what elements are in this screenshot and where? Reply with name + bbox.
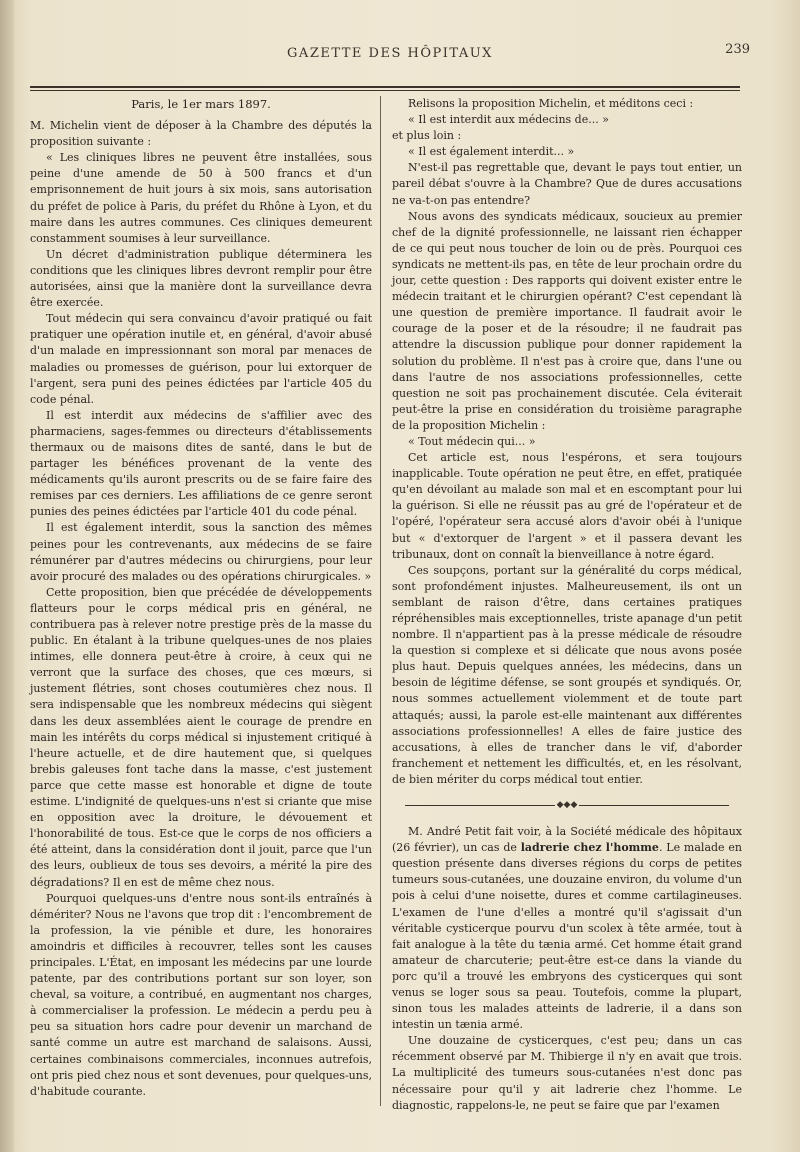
column-divider bbox=[380, 96, 381, 1106]
section-separator bbox=[392, 800, 742, 810]
right-column bbox=[392, 96, 742, 1114]
article-paragraph: Tout médecin qui sera convaincu d'avoir pratiqué ou fait pratiquer une opération inutile et, en général, d'avoir abusé d'un malade en impressionnant son moral par menaces de maladies ou promesses de guérison, pour lui extorquer de l'argent, sera puni des peines édictées par l'article 405 du code pénal. bbox=[30, 312, 372, 406]
article-paragraph: Il est interdit aux médecins de s'affilier avec des pharmaciens, sages-femmes ou directeurs d'établissements thermaux ou de maisons dites de santé, dans le but de partager les bénéfices provenant de la vente des médicaments qu'ils auront prescrits ou de se faire faire des remises par ces derniers. Les affiliations de ce genre seront punies des peines édictées par l'article 401 du code pénal. bbox=[30, 408, 372, 519]
separator-line bbox=[405, 805, 555, 806]
article-paragraph: Il est également interdit, sous la sanction des mêmes peines pour les contrevenants, aux médecins de se faire rémunérer par d'autres médecins ou chirurgiens, pour leur avoir procuré des malades ou des opérations chirurgicales. » bbox=[30, 521, 372, 583]
article-paragraph: Cet article est, nous l'espérons, et sera toujours inapplicable. Toute opération ne peut être, en effet, pratiquée qu'en dévoilant au malade son mal et en escomptant pour lui la guérison. Si elle ne réussit pas au gré de l'opérateur et de l'opéré, l'opérateur sera accusé alors d'avoir obéi à l'unique but « d'extorquer de l'argent » et il passera devant les tribunaux, dont on connaît la bienveillance à notre égard. bbox=[392, 451, 742, 561]
page-binding-edge bbox=[0, 0, 14, 1152]
article-paragraph: « Les cliniques libres ne peuvent être installées, sous peine d'une amende de 50 à 500 francs et d'un emprisonnement de huit jours à six mois, sans autorisation du préfet de police à Paris, du préfet du Rhône à Lyon, et du maire dans les autres communes. Ces cliniques demeurent constamment soumises à leur surveillance. bbox=[30, 151, 372, 245]
page-number: 239 bbox=[725, 42, 750, 57]
separator-line bbox=[579, 805, 729, 806]
header-rule bbox=[30, 86, 740, 88]
article-paragraph: « Tout médecin qui... » bbox=[408, 434, 536, 448]
article-paragraph: « Il est interdit aux médecins de... » bbox=[408, 113, 609, 127]
dateline: Paris, le 1er mars 1897. bbox=[131, 97, 271, 111]
article-paragraph: Relisons la proposition Michelin, et méditons ceci : bbox=[408, 97, 694, 110]
article-paragraph: Pourquoi quelques-uns d'entre nous sont-ils entraînés à démériter? Nous ne l'avons que trop dit : l'encombrement de la profession, la vie pénible et dure, les honoraires amoindris et difficiles à recouvrer, telles sont les causes principales. L'État, en imposant les médecins par une lourde patente, par des contributions portant sur son loyer, son cheval, sa voiture, a contribué, en augmentant nos charges, à commercialiser la profession. Le médecin a perdu peu à peu sa situation hors cadre pour devenir un marchand de santé comme un autre est marchand de salaisons. Aussi, certaines combinaisons commerciales, inconnues autrefois, ont pris pied chez nous et sont devenues, pour quelques-uns, d'habitude courante. bbox=[30, 891, 372, 1098]
article-paragraph: N'est-il pas regrettable que, devant le pays tout entier, un pareil débat s'ouvre à la Chambre? Que de dures accusations ne va-t-on pas entendre? bbox=[392, 161, 742, 207]
header-rule-thin bbox=[30, 90, 740, 91]
page-header bbox=[30, 40, 750, 62]
petit-rest: . Le malade en question présente dans diverses régions du corps de petites tumeurs sous-cutanées, une douzaine environ, du volume d'un pois à celui d'une noisette, dures et comme cartilagineuses. L'examen de l'une d'elles a montré qu'il s'agissait d'un véritable cysticerque pourvu d'un scolex à tête armée, tout à fait analogue à la tête du tænia armé. Cet homme était grand amateur de charcuterie; peut-être est-ce dans la viande du porc qu'il a trouvé les embryons des cysticerques qui sont venus se loger sous sa peau. Toutefois, comme la plupart, sinon tous les malades atteints de ladrerie, il a dans son intestin un tænia armé. bbox=[392, 841, 742, 1032]
article-paragraph: M. Michelin vient de déposer à la Chambre des députés la proposition suivante : bbox=[30, 119, 372, 149]
left-column bbox=[30, 96, 372, 1100]
article-paragraph bbox=[392, 824, 742, 1033]
separator-ornament-icon: ◆◆◆ bbox=[556, 799, 578, 810]
article-paragraph: et plus loin : bbox=[392, 129, 462, 143]
article-paragraph: Une douzaine de cysticerques, c'est peu; dans un cas récemment observé par M. Thibierge il n'y en avait que trois. La multiplicité des tumeurs sous-cutanées n'est donc pas nécessaire pour qu'il y ait ladrerie chez l'homme. Le diagnostic, rappelons-le, ne peut se faire que par l'examen bbox=[392, 1034, 742, 1112]
petit-intro: M. André Petit fait voir, à la Société médicale des hôpitaux (26 février), un cas de bbox=[392, 825, 742, 855]
article-paragraph: Un décret d'administration publique déterminera les conditions que les cliniques libres devront remplir pour être autorisées, ainsi que la manière dont la surveillance devra être exercée. bbox=[30, 247, 372, 310]
ladrerie-heading: ladrerie chez l'homme bbox=[520, 841, 659, 855]
journal-title: GAZETTE DES HÔPITAUX bbox=[287, 46, 493, 61]
article-paragraph: « Il est également interdit... » bbox=[408, 145, 575, 159]
article-paragraph: Ces soupçons, portant sur la généralité du corps médical, sont profondément injustes. Malheureusement, ils ont un semblant de raison d'être, dans certaines pratiques répréhensibles mais exceptionnelles, triste apanage d'un petit nombre. Il n'appartient pas à la presse médicale de résoudre la question si complexe et si délicate que nous avons posée plus haut. Depuis quelques années, les médecins, dans un besoin de légitime défense, se sont groupés et syndiqués. Or, nous sommes actuellement violemment et de toute part attaqués; aussi, la parole est-elle maintenant aux différentes associations professionnelles! A elles de faire justice des accusations, à elles de trancher dans le vif, d'aborder franchement et nettement les difficultés, et, en les résolvant, de bien mériter du corps médical tout entier. bbox=[392, 563, 742, 786]
article-paragraph: Nous avons des syndicats médicaux, soucieux au premier chef de la dignité professionnelle, ne laissant rien échapper de ce qui peut nous toucher de loin ou de près. Pourquoi ces syndicats ne mettent-ils pas, en tête de leur prochain ordre du jour, cette question : Des rapports qui doivent exister entre le médecin traitant et le chirurgien opérant? C'est cependant là une question de première importance. Il faudrait avoir le courage de la poser et de la résoudre; il ne faudrait pas attendre la discussion publique pour donner rapidement la solution du problème. Il n'est pas à croire que, dans l'une ou dans l'autre de nos associations professionnelles, cette question ne soit pas prochainement discutée. Cela éviterait peut-être la prise en considération du troisième paragraphe de la proposition Michelin : bbox=[392, 209, 742, 432]
article-paragraph: Cette proposition, bien que précédée de développements flatteurs pour le corps médical pris en général, ne contribuera pas à relever notre prestige près de la masse du public. En étalant à la tribune quelques-unes de nos plaies intimes, elle donnera peut-être à croire, à ceux qui ne verront que la surface des choses, que ces mœurs, si justement flétries, sont choses coutumières chez nous. Il sera indispensable que les nombreux médecins qui siègent dans les deux assemblées aient le courage de prendre en main les intérêts du corps médical si injustement critiqué à l'heure actuelle, et de dire hautement que, si quelques brebis galeuses font tache dans la masse, c'est justement parce que cette masse est honorable et digne de toute estime. L'indignité de quelques-uns n'est si criante que mise en opposition avec la droiture, le dévouement et l'honorabilité de tous. Est-ce que le corps de nos officiers a été atteint, dans la considération dont il jouit, parce que l'un des leurs, oublieux de tous ses devoirs, a mérité la pire des dégradations? Il en est de même chez nous. bbox=[30, 585, 372, 889]
